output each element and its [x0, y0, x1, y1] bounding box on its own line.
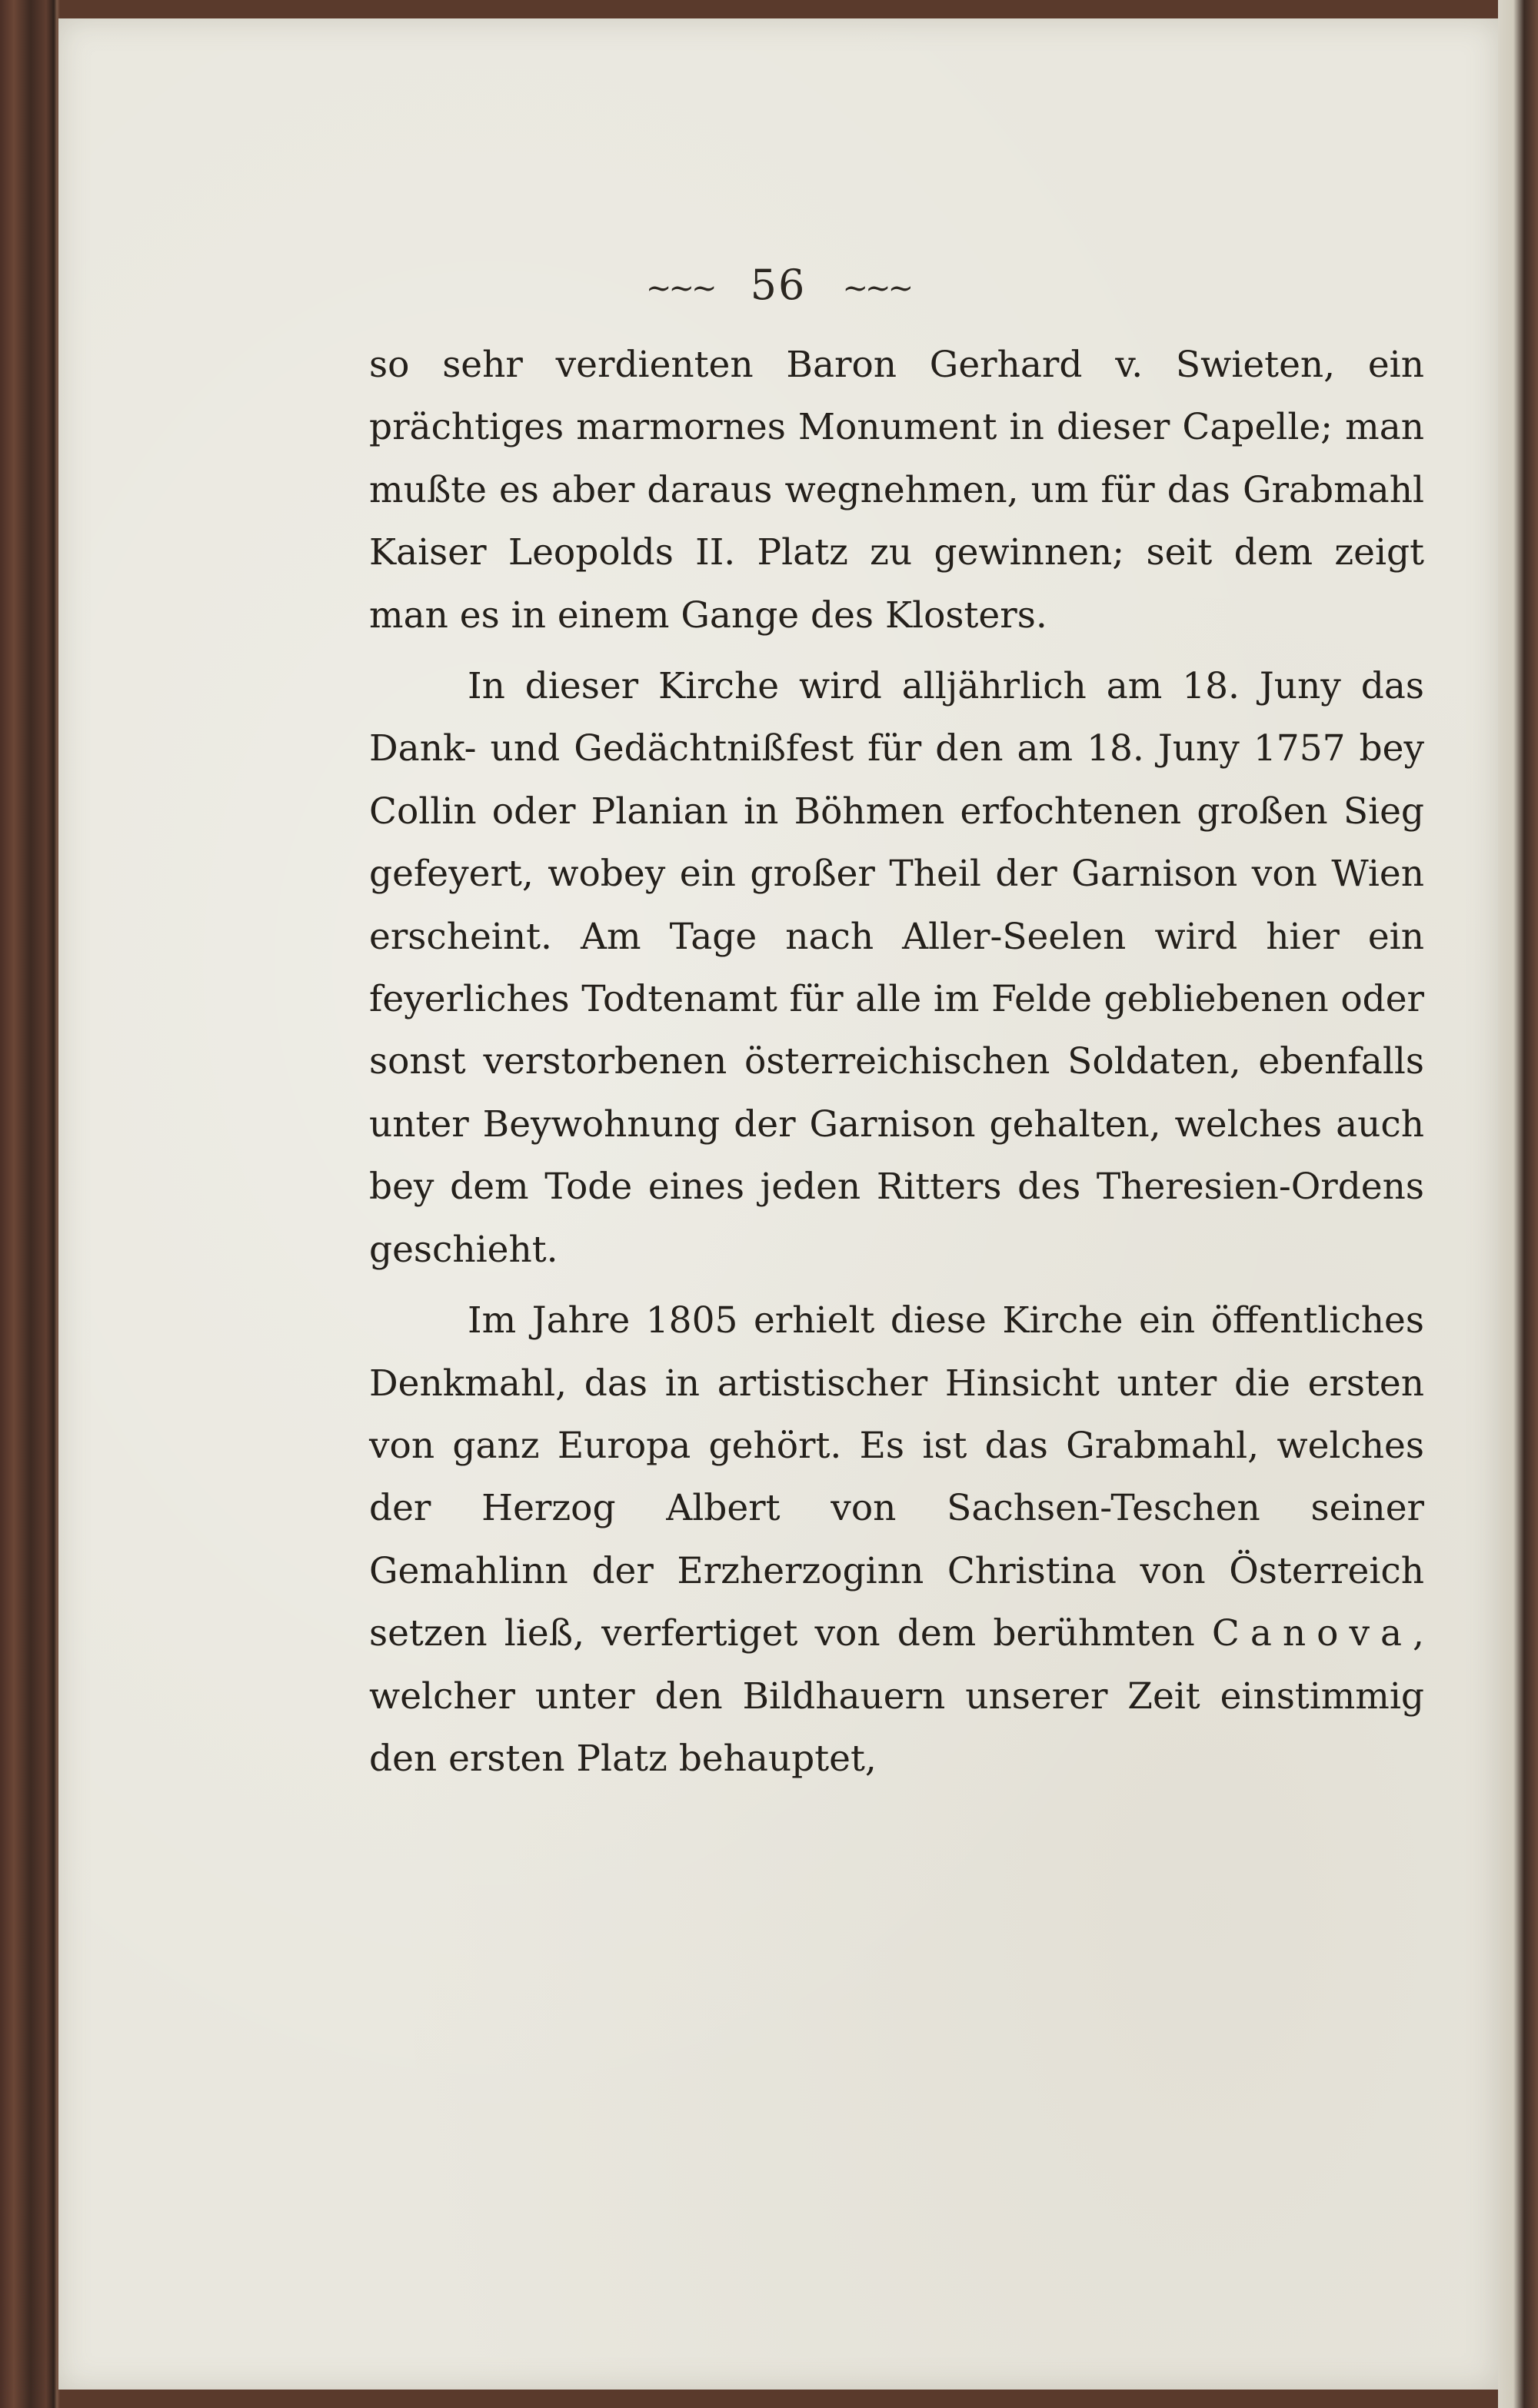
- page-number: 56: [750, 261, 807, 309]
- ornament-right-icon: ~~~: [842, 271, 911, 306]
- ornament-left-icon: ~~~: [645, 271, 714, 306]
- monument-text-start: Im Jahre 1805 erhielt diese Kirche ein öffentliches Denkmahl, das in artistischer Hinsicht unter die ersten von ganz Europa gehört. Es ist das Grabmahl, welches der Herzog Albert von Sachsen-Teschen seiner Gemahlinn der Erzherzoginn Christina von Österreich setzen ließ, verfertiget von dem berühmten: [369, 1299, 1424, 1655]
- artist-name: Canova: [1211, 1612, 1413, 1655]
- book-page: [58, 18, 1498, 2390]
- book-edge: [1498, 0, 1538, 2408]
- paragraph-continuation: so sehr verdienten Baron Gerhard v. Swieten, ein prächtiges marmornes Monument in dieser Capelle; man mußte es aber daraus wegnehmen, um für das Grabmahl Kaiser Leopolds II. Platz zu gewinnen; seit dem zeigt man es in einem Gange des Klosters.: [369, 344, 1424, 637]
- paragraph-anniversary: In dieser Kirche wird alljährlich am 18. Juny das Dank- und Gedächtnißfest für den am 18. Juny 1757 bey Collin oder Planian in Böhmen erfochtenen großen Sieg gefeyert, wobey ein großer Theil der Garnison von Wien erscheint. Am Tage nach Aller-Seelen wird hier ein feyerliches Todtenamt für alle im Felde gebliebenen oder sonst verstorbenen österreichischen Soldaten, ebenfalls unter Beywohnung der Garnison gehalten, welches auch bey dem Tode eines jeden Ritters des Theresien-Ordens geschieht.: [369, 665, 1424, 1271]
- paragraph-monument: [369, 1289, 1424, 1790]
- page-header: [58, 261, 1498, 309]
- body-text: [369, 334, 1424, 1790]
- monument-text-end: , welcher unter den Bildhauern unserer Zeit einstimmig den ersten Platz behauptet,: [369, 1612, 1424, 1780]
